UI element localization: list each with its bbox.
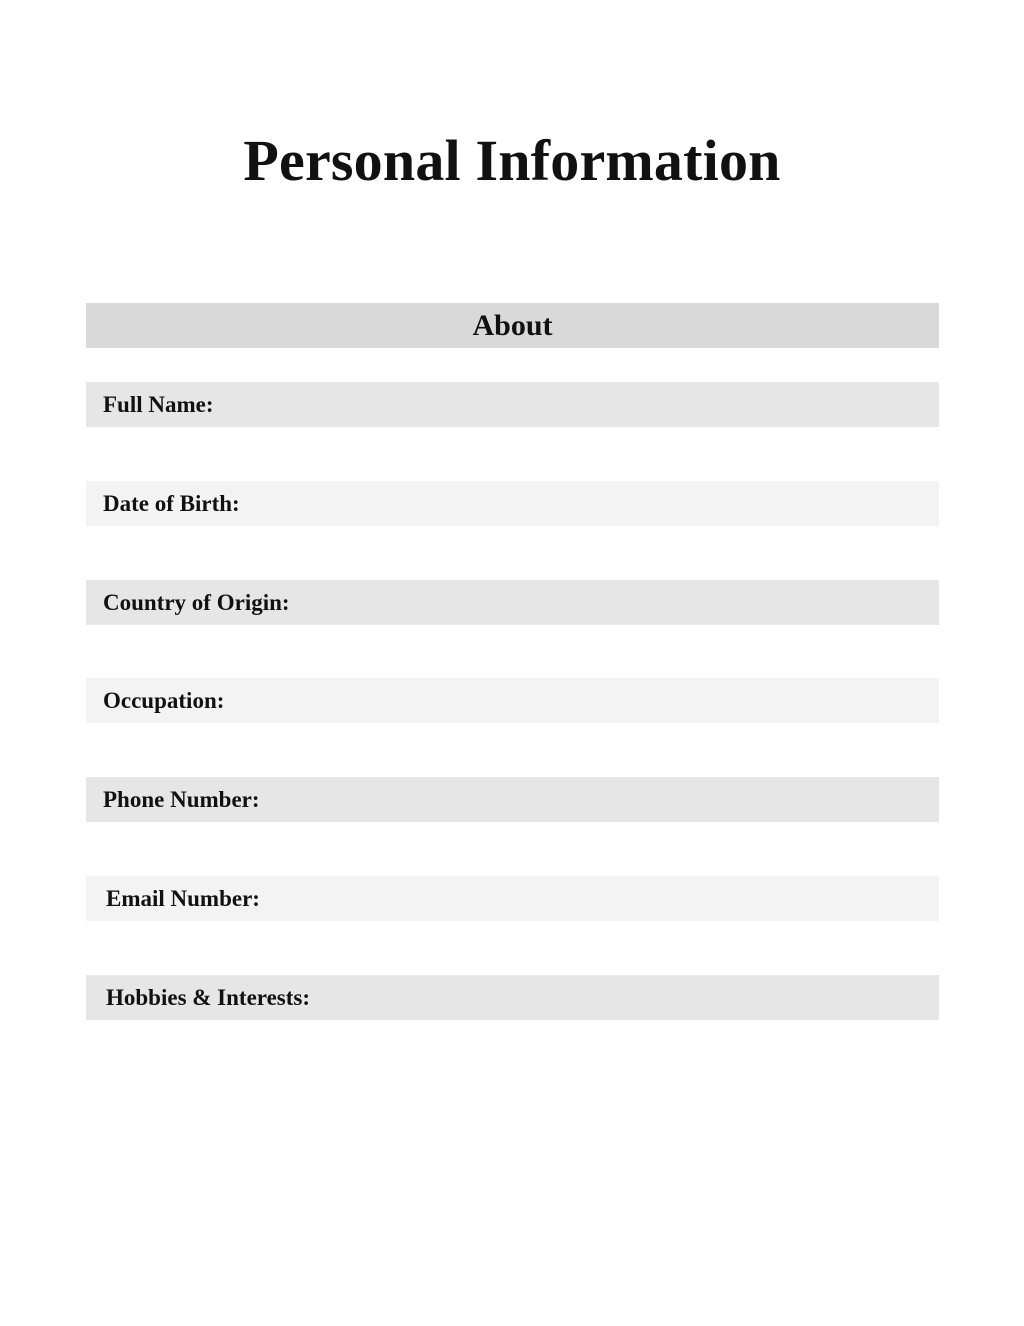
occupation-label: Occupation: <box>103 687 225 713</box>
about-section-header <box>86 303 939 348</box>
full-name-label: Full Name: <box>103 391 214 417</box>
email-number-label: Email Number: <box>106 885 260 911</box>
occupation-field[interactable] <box>232 678 939 723</box>
full-name-field[interactable] <box>222 382 939 427</box>
phone-number-label: Phone Number: <box>103 786 260 812</box>
country-of-origin-label: Country of Origin: <box>103 589 290 615</box>
field-row-full-name <box>86 382 939 427</box>
section-title: About <box>472 309 553 342</box>
field-row-occupation <box>86 678 939 723</box>
phone-number-field[interactable] <box>268 777 939 822</box>
country-of-origin-field[interactable] <box>298 580 939 625</box>
field-row-hobbies-interests <box>86 975 939 1020</box>
field-row-date-of-birth <box>86 481 939 526</box>
date-of-birth-field[interactable] <box>248 481 939 526</box>
field-row-phone-number <box>86 777 939 822</box>
field-row-email-number <box>86 876 939 921</box>
page-title: Personal Information <box>243 128 781 193</box>
hobbies-interests-label: Hobbies & Interests: <box>106 984 311 1010</box>
hobbies-interests-field[interactable] <box>318 975 939 1020</box>
field-row-country-of-origin <box>86 580 939 625</box>
date-of-birth-label: Date of Birth: <box>103 490 240 516</box>
email-number-field[interactable] <box>268 876 939 921</box>
